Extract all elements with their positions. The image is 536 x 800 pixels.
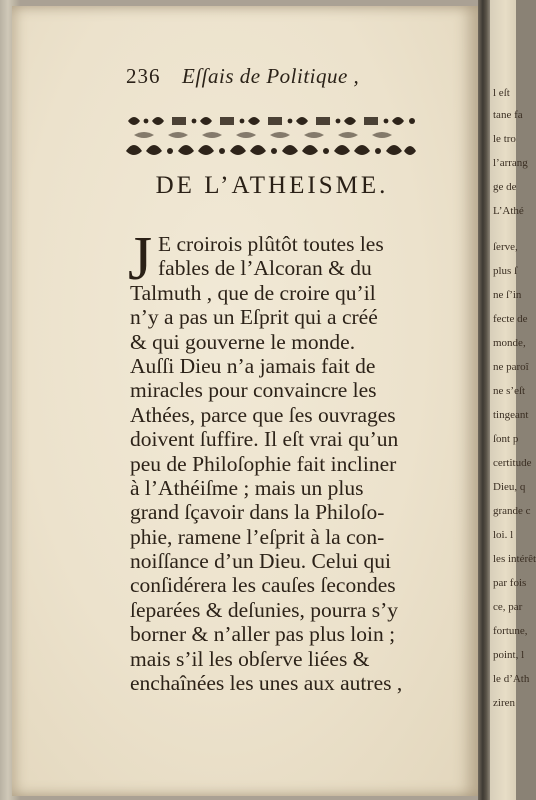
text-line: ſeparées & deſunies, pourra s’y — [130, 597, 399, 622]
facing-page-fragment: ſont p — [493, 433, 519, 445]
facing-page-fragment: le d’Ath — [493, 673, 530, 685]
facing-page-fragment: plus ſ — [493, 265, 518, 277]
text-line: fables de l’Alcoran & du — [158, 256, 372, 281]
facing-page-fragment: certitude — [493, 457, 532, 469]
facing-page-fragment: grande c — [493, 505, 531, 517]
text-line: à l’Athéiſme ; mais un plus — [130, 475, 364, 500]
book-gutter — [478, 0, 490, 800]
facing-page-fragment: fecte de — [493, 313, 528, 325]
text-line: & qui gouverne le monde. — [130, 329, 356, 354]
facing-page-fragment: l eſt — [493, 87, 510, 99]
facing-page-fragment: fortune, — [493, 625, 528, 637]
facing-page-fragment: loi. l — [493, 529, 514, 541]
facing-page-fragment: ne s’eſt — [493, 385, 526, 397]
text-line: enchaînées les unes aux autres , — [130, 671, 403, 696]
page-number: 236 — [126, 64, 161, 88]
facing-page-fragment: monde, — [493, 337, 526, 349]
ornament-row-middle — [134, 132, 392, 138]
facing-page-fragment: L’Athé — [493, 205, 524, 217]
text-line: conſidérera les cauſes ſecondes — [130, 573, 396, 598]
text-line: n’y a pas un Eſprit qui a créé — [130, 305, 378, 330]
page-header — [126, 62, 386, 92]
facing-page-fragment: tingeant — [493, 409, 529, 421]
facing-page-fragment: point, l — [493, 649, 525, 661]
drop-cap: J — [128, 225, 153, 293]
text-line: phie, ramene l’eſprit à la con- — [130, 524, 385, 549]
ornament-row-top — [128, 117, 415, 125]
text-line: Talmuth , que de croire qu’il — [130, 280, 376, 305]
facing-page-fragment: l’arrang — [493, 157, 528, 169]
facing-page-fragment: ſerve, — [493, 241, 518, 253]
facing-page-fragment: ce, par — [493, 601, 523, 613]
text-line: borner & n’aller pas plus loin ; — [130, 622, 396, 647]
facing-page-fragment: ne ſ’in — [493, 289, 522, 301]
facing-page-fragment: ziren — [493, 697, 515, 709]
facing-page-fragment: par fois — [493, 577, 527, 589]
body-paragraph — [130, 232, 426, 695]
printers-ornament — [124, 111, 420, 161]
facing-page-edge — [490, 0, 536, 800]
text-line: noiſſance d’un Dieu. Celui qui — [130, 549, 391, 574]
text-line: peu de Philoſophie fait incliner — [130, 451, 397, 476]
text-line: E croirois plûtôt toutes les — [158, 232, 384, 256]
facing-page-fragment: ge de — [493, 181, 517, 193]
facing-page-fragment: le tro — [493, 133, 516, 145]
section-title: DE L’ATHEISME. — [155, 172, 389, 199]
running-head: Eſſais de Politique , — [182, 64, 360, 88]
facing-page-fragment: ne paroî — [493, 361, 529, 373]
text-line: Athées, parce que ſes ouvrages — [130, 402, 396, 427]
ornament-row-bottom — [126, 145, 416, 155]
facing-page-fragment: les intérêt — [493, 553, 536, 565]
text-line: miracles pour convaincre les — [130, 378, 377, 403]
text-line: doivent ſuffire. Il eſt vrai qu’un — [130, 427, 399, 452]
facing-page-fragment: Dieu, q — [493, 481, 526, 493]
text-line: Auſſi Dieu n’a jamais fait de — [130, 353, 376, 378]
facing-page-fragment: tane fa — [493, 109, 523, 121]
text-line: mais s’il les obſerve liées & — [130, 646, 370, 671]
text-line: grand ſçavoir dans la Philoſo- — [130, 500, 385, 525]
